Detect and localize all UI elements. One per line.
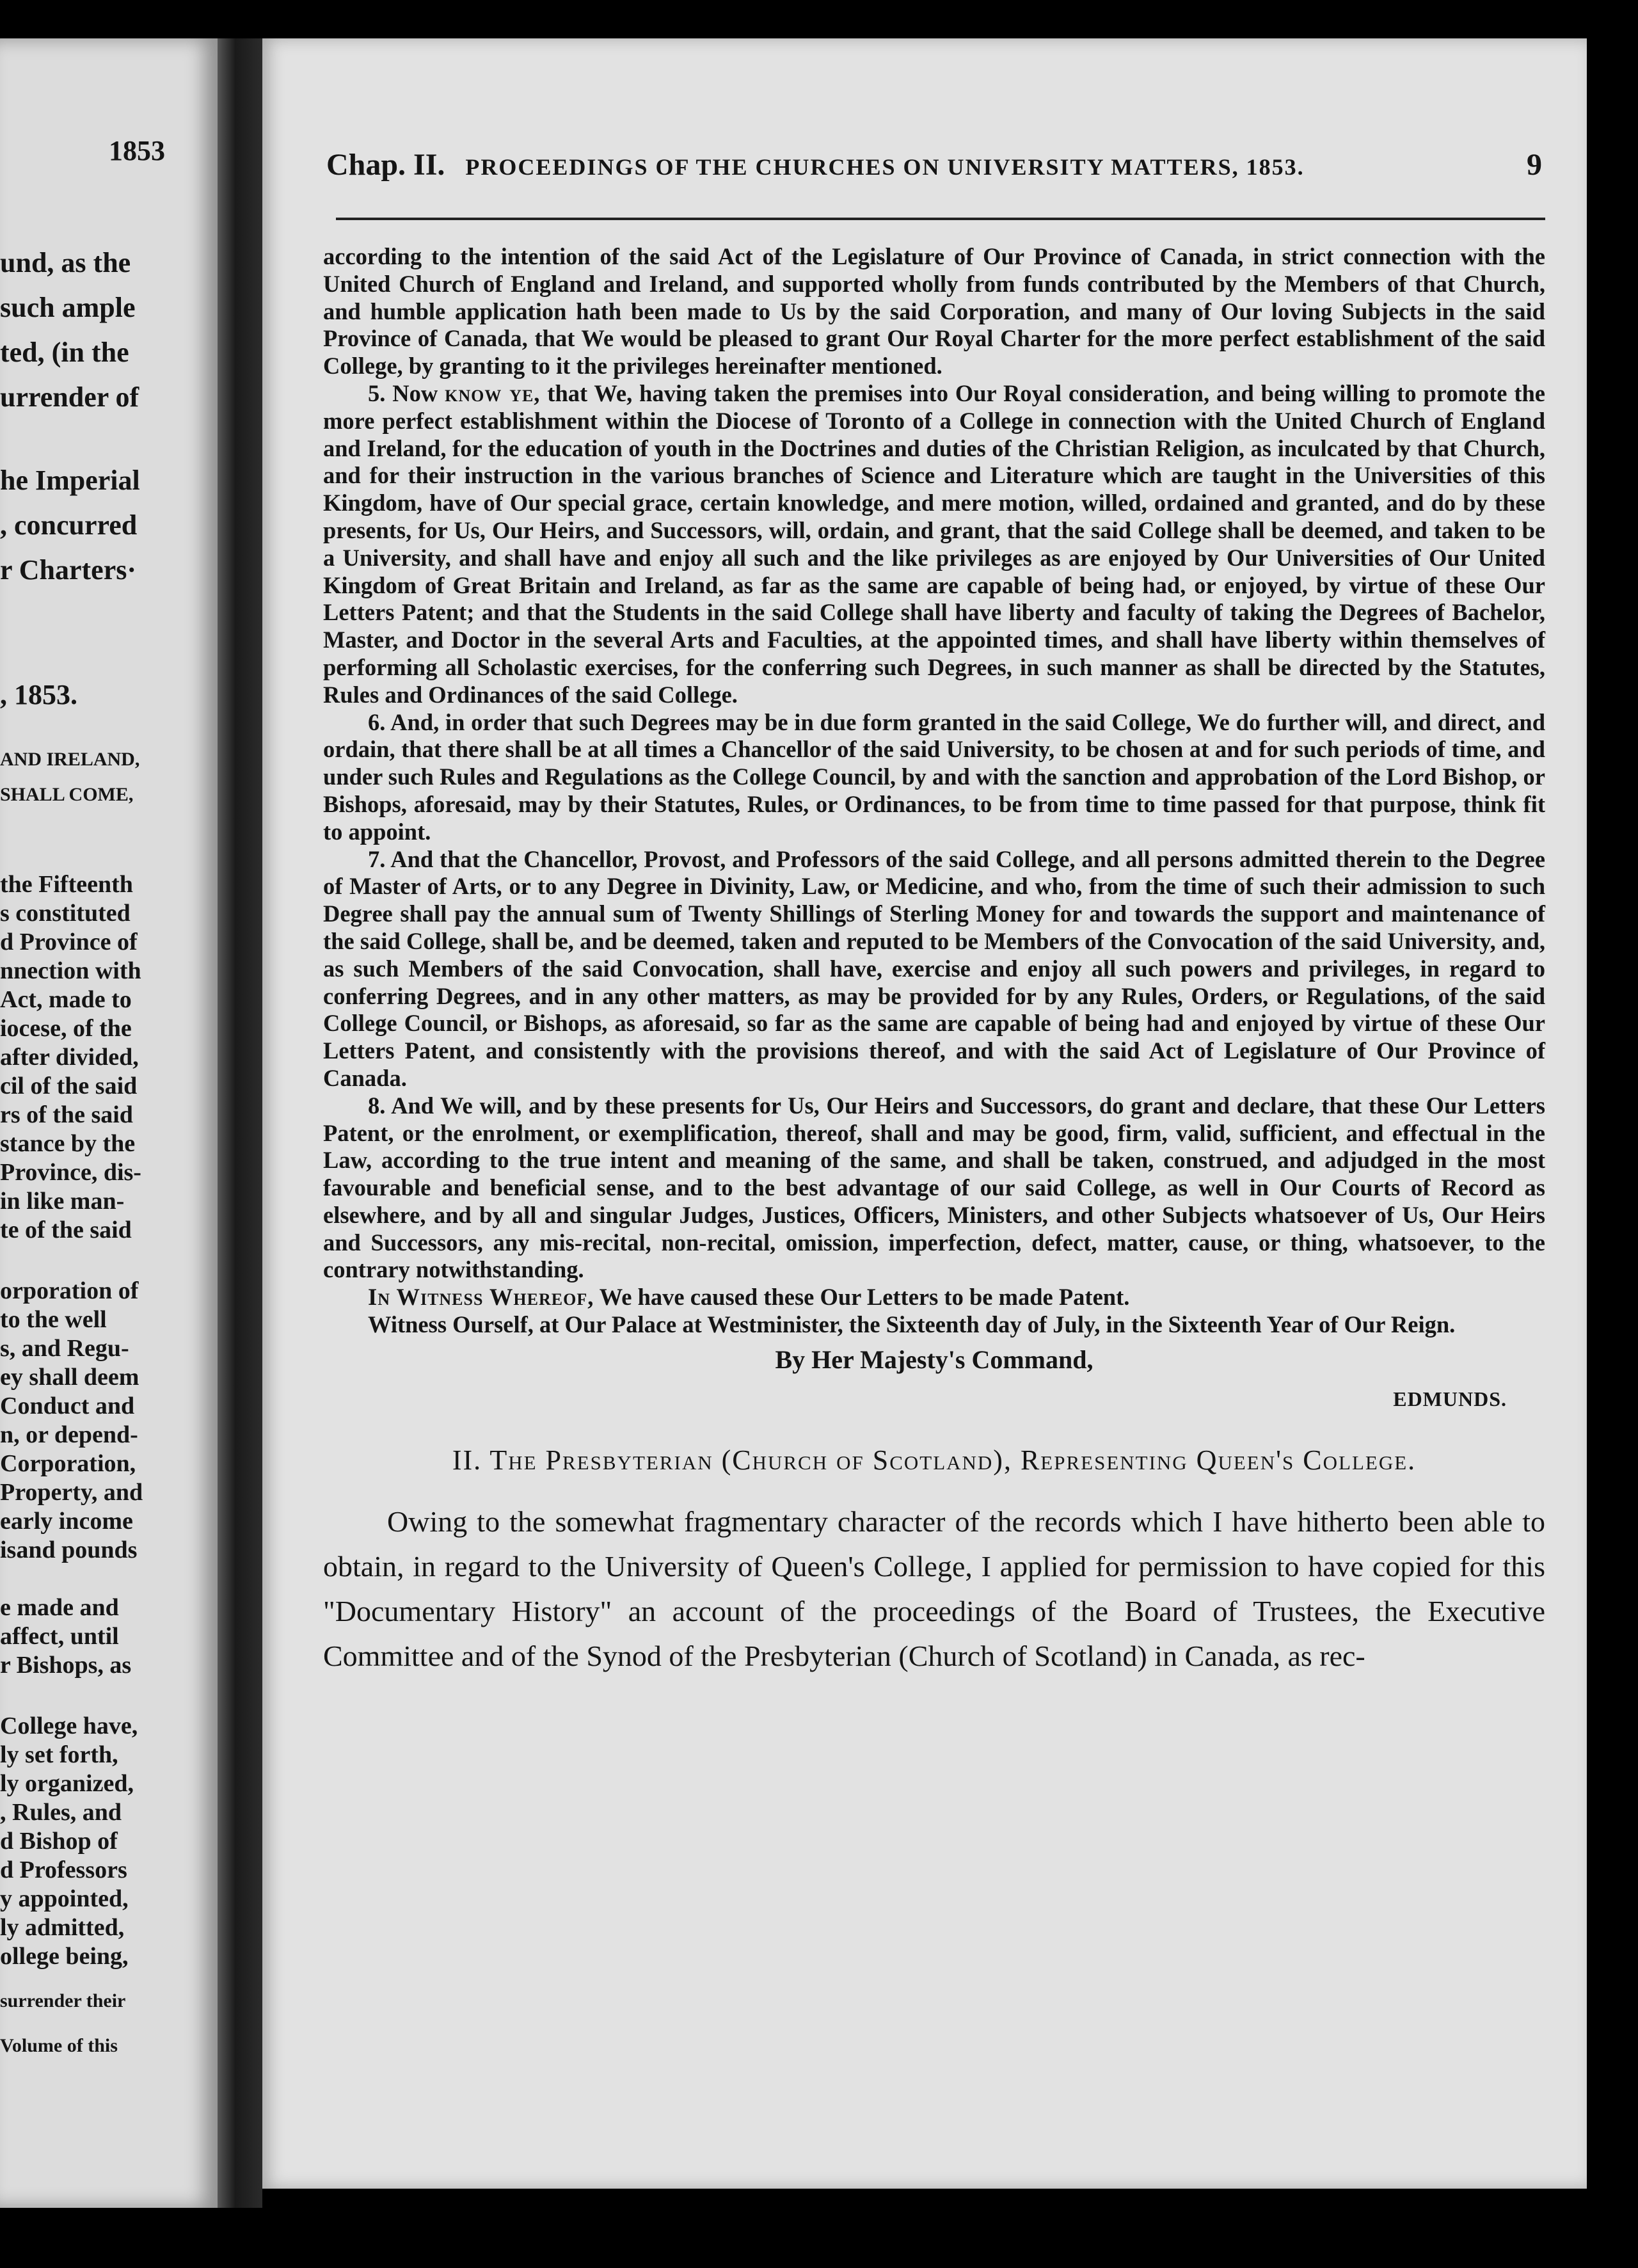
section-body: Owing to the somewhat fragmentary character of the records which I have hitherto been able to obtain, in regard to the University of Queen's College, I applied for permission to have copied for this "Documentary History" an account of the proceedings of the Board of Trustees, the Executive Committee and of the Synod of the Presbyterian (Church of Scotland) in Canada, as rec- xyxy=(323,1505,1545,1673)
left-page-line: r Bishops, as xyxy=(0,1652,132,1679)
left-page-line: Volume of this xyxy=(0,2035,118,2056)
left-page-line: rs of the said xyxy=(0,1101,133,1128)
left-page-line: und, as the xyxy=(0,247,131,278)
left-page-line: te of the said xyxy=(0,1217,132,1243)
left-page-line: , 1853. xyxy=(0,679,77,710)
left-page-line: the Fifteenth xyxy=(0,871,133,898)
page-number: 9 xyxy=(1527,148,1542,182)
para5-lead: 5. Now xyxy=(368,379,445,406)
charter-paragraph-continued: according to the intention of the said Act of the Legislature of Our Province of Canada, in strict connection with the United Church of England and Ireland, and supported wholly from funds contributed by the Members of that Church, and humble application hath been made to Us by the said Corporation, and many of Our loving Subjects in the said Province of Canada, that We would be pleased to grant Our Royal Charter for the more perfect establishment of the said College, by granting to it the privileges hereinafter mentioned. xyxy=(323,243,1545,379)
left-page-line: Act, made to xyxy=(0,986,132,1013)
charter-paragraph-6: 6. And, in order that such Degrees may be in due form granted in the said College, We do further will, and direct, and ordain, that there shall be at all times a Chancellor of the said University, to be chosen at and for such periods of time, and under such Rules and Regulations as the College Council, by and with the sanction and approbation of the Lord Bishop, or Bishops, aforesaid, may by their Statutes, Rules, or Ordinances, to be from time to time passed for that purpose, think fit to appoint. xyxy=(323,708,1545,845)
para5-smallcaps: know ye, xyxy=(445,379,541,406)
left-page-line: r Charters· xyxy=(0,554,137,586)
left-page-line: College have, xyxy=(0,1713,138,1739)
left-page-line: s, and Regu- xyxy=(0,1335,129,1362)
witness-smallcaps: In Witness Whereof, xyxy=(368,1284,594,1311)
left-page-line: after divided, xyxy=(0,1044,139,1071)
left-page-line: d Bishop of xyxy=(0,1828,118,1855)
para5-body: that We, having taken the premises into Our Royal consideration, and being willing to promote the more perfect establishment within the Diocese of Toronto of a College in connection with the United Church of England and Ireland, for the education of youth in the Doctrines and duties of the Christian Religion, as inculcated by that Church, and for their instruction in the various branches of Science and Literature which are taught in the Universities of this Kingdom, have of Our special grace, certain knowledge, and mere motion, willed, ordained and granted, and do by these presents, for Us, Our Heirs, and Successors, will, ordain, and grant, that the said College shall be deemed, and taken to be a University, and shall have and enjoy all such and the like privileges as are enjoyed by Our Universities of Our United Kingdom of Great Britain and Ireland, as far as the same are capable of being had, or enjoyed, by virtue of these Our Letters Patent; and that the Students in the said College shall have liberty and faculty of taking the Degrees of Bachelor, Master, and Doctor in the several Arts and Faculties, at the appointed times, and shall have liberty within themselves of performing all Scholastic exercises, for the conferring such Degrees, in such manner as shall be directed by the Statutes, Rules and Ordinances of the said College. xyxy=(323,379,1545,708)
left-page-line: he Imperial xyxy=(0,465,140,496)
left-page-line: AND IRELAND, xyxy=(0,749,140,770)
left-page-line: nnection with xyxy=(0,957,141,984)
left-page-line: ly organized, xyxy=(0,1770,134,1797)
left-page-line: ted, (in the xyxy=(0,337,129,368)
running-title: PROCEEDINGS OF THE CHURCHES ON UNIVERSITY MATTERS, 1853. xyxy=(465,154,1305,180)
left-page-line: d Professors xyxy=(0,1857,127,1883)
left-page-line: such ample xyxy=(0,292,136,323)
right-page xyxy=(262,38,1587,2189)
left-page-line: , concurred xyxy=(0,509,138,541)
left-page-line: cil of the said xyxy=(0,1073,138,1099)
charter-text xyxy=(323,243,1545,1412)
left-running-head: 1853 xyxy=(109,135,165,166)
left-page-line: ollege being, xyxy=(0,1943,129,1970)
left-page-line: s constituted xyxy=(0,900,131,927)
left-page-line: iocese, of the xyxy=(0,1015,132,1042)
witness-date-line: Witness Ourself, at Our Palace at Westminister, the Sixteenth day of July, in the Sixteenth Year of Our Reign. xyxy=(368,1311,1456,1338)
left-page-line: Conduct and xyxy=(0,1393,135,1419)
left-page-line: Corporation, xyxy=(0,1450,136,1477)
running-header xyxy=(326,147,1542,205)
left-page-line: isand pounds xyxy=(0,1537,138,1563)
left-page-line: SHALL COME, xyxy=(0,784,134,805)
command-line: By Her Majesty's Command, xyxy=(775,1345,1093,1374)
header-rule xyxy=(336,218,1545,220)
left-page-line: Property, and xyxy=(0,1479,143,1506)
charter-paragraph-7: 7. And that the Chancellor, Provost, and Professors of the said College, and all persons admitted therein to the Degree of Master of Arts, or to any Degree in Divinity, Law, or Medicine, and who, from the time of such their admission to such Degree shall pay the annual sum of Twenty Shillings of Sterling Money for and towards the support and maintenance of the said College, shall be, and be deemed, taken and reputed to be Members of the Convocation of the said University, and, as such Members of the said Convocation, shall have, exercise and enjoy all such powers and privileges, in regard to conferring Degrees, and in any other matters, as may be provided for by any Rules, Orders, or Regulations, of the said College Council, or Bishops, as aforesaid, so far as the same are capable of being had and enjoyed by virtue of these Our Letters Patent, and consistently with the provisions thereof, and with the said Act of Legislature of Our Province of Canada. xyxy=(323,845,1545,1091)
left-page-line: e made and xyxy=(0,1594,119,1621)
left-page-line: in like man- xyxy=(0,1188,125,1215)
book-gutter xyxy=(218,38,262,2208)
charter-paragraph-5 xyxy=(323,380,1545,709)
left-page-line: d Province of xyxy=(0,929,138,955)
page-content xyxy=(323,243,1545,1679)
left-page-line: ly set forth, xyxy=(0,1741,118,1768)
signature: EDMUNDS. xyxy=(1393,1387,1507,1410)
left-page-line: orporation of xyxy=(0,1277,139,1304)
left-page-line: urrender of xyxy=(0,381,139,413)
left-page-line: y appointed, xyxy=(0,1885,129,1912)
left-page-line: ey shall deem xyxy=(0,1364,139,1391)
chapter-label: Chap. II. xyxy=(326,148,445,182)
left-page-line: , Rules, and xyxy=(0,1799,122,1826)
left-page-line: ly admitted, xyxy=(0,1914,125,1941)
left-page-line: n, or depend- xyxy=(0,1421,138,1448)
left-page-line: surrender their xyxy=(0,1990,126,2011)
witness-line xyxy=(323,1284,1545,1311)
witness-body: We have caused these Our Letters to be made Patent. xyxy=(594,1284,1130,1311)
left-page-line: early income xyxy=(0,1508,133,1535)
left-page-line: Province, dis- xyxy=(0,1159,141,1186)
section-heading: II. The Presbyterian (Church of Scotland), Representing Queen's College. xyxy=(452,1444,1417,1476)
left-page-line: to the well xyxy=(0,1306,107,1333)
left-page-line: affect, until xyxy=(0,1623,119,1650)
left-page-fragment xyxy=(0,38,218,2208)
charter-paragraph-8: 8. And We will, and by these presents for Us, Our Heirs and Successors, do grant and declare, that these Our Letters Patent, or the enrolment, or exemplification, thereof, shall and may be good, firm, valid, sufficient, and effectual in the Law, according to the true intent and meaning of the same, and shall be taken, construed, and adjudged in the most favourable and beneficial sense, and to the best advantage of our said College, as well in Our Courts of Record as elsewhere, and by all and singular Judges, Justices, Officers, Ministers, and other Subjects whatsoever of Us, Our Heirs and Successors, any mis-recital, non-recital, omission, imperfection, defect, matter, cause, or thing, whatsoever, to the contrary notwithstanding. xyxy=(323,1092,1545,1283)
left-page-line: stance by the xyxy=(0,1130,136,1157)
